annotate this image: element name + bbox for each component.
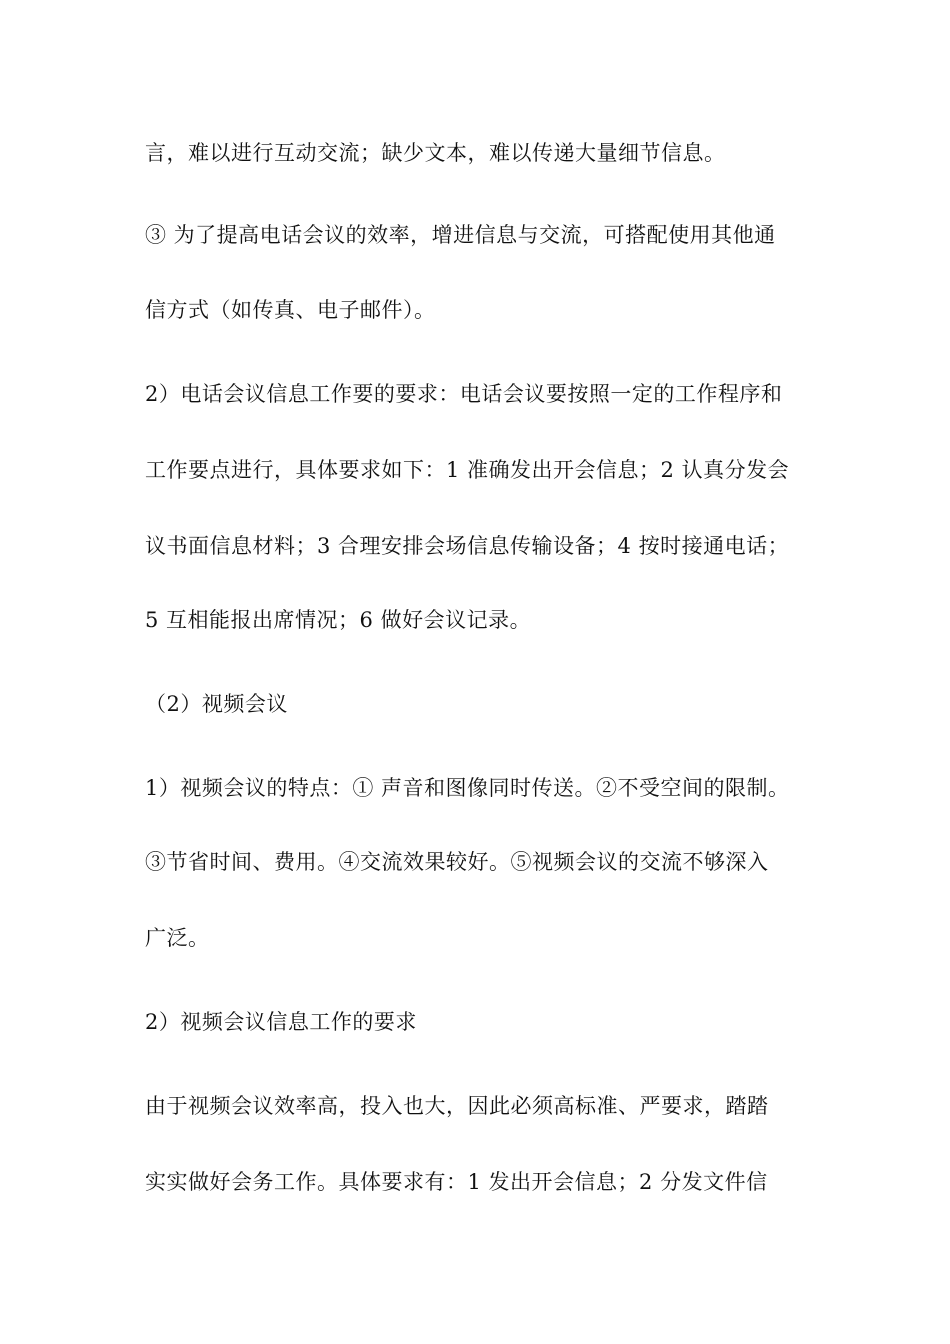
text-line: 信方式（如传真、电子邮件）。 bbox=[145, 298, 436, 322]
text-line: 实实做好会务工作。具体要求有：1 发出开会信息；2 分发文件信 bbox=[145, 1170, 768, 1194]
text-line: 工作要点进行，具体要求如下：1 准确发出开会信息；2 认真分发会 bbox=[145, 458, 790, 482]
text-line: 5 互相能报出席情况；6 做好会议记录。 bbox=[145, 608, 532, 632]
text-line: 言，难以进行互动交流；缺少文本，难以传递大量细节信息。 bbox=[145, 141, 726, 165]
text-line: 广泛。 bbox=[145, 926, 210, 950]
subsection-heading: 2）视频会议信息工作的要求 bbox=[145, 1010, 417, 1034]
text-line: 由于视频会议效率高，投入也大，因此必须高标准、严要求，踏踏 bbox=[145, 1094, 769, 1118]
section-heading: （2）视频会议 bbox=[145, 692, 288, 716]
text-line: 1）视频会议的特点：① 声音和图像同时传送。②不受空间的限制。 bbox=[145, 776, 790, 800]
text-line: 议书面信息材料；3 合理安排会场信息传输设备；4 按时接通电话； bbox=[145, 534, 790, 558]
text-line: ③节省时间、费用。④交流效果较好。⑤视频会议的交流不够深入 bbox=[145, 850, 769, 874]
text-line: ③ 为了提高电话会议的效率，增进信息与交流，可搭配使用其他通 bbox=[145, 223, 776, 247]
text-line: 2）电话会议信息工作要的要求：电话会议要按照一定的工作程序和 bbox=[145, 382, 783, 406]
